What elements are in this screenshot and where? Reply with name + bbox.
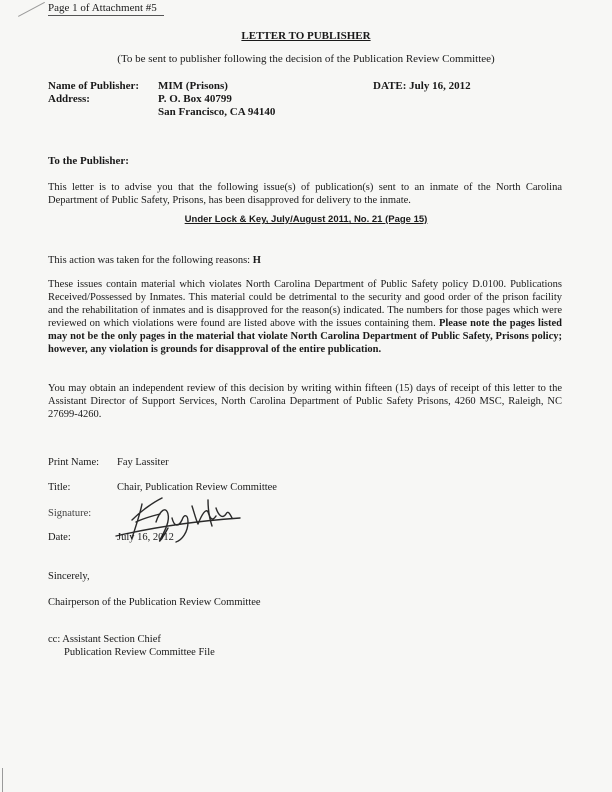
- letter-date: DATE: July 16, 2012: [373, 80, 471, 92]
- address-line-2: San Francisco, CA 94140: [158, 106, 276, 118]
- cc-line-2: Publication Review Committee File: [64, 647, 215, 658]
- signature-label: Signature:: [48, 508, 92, 519]
- publisher-name: MIM (Prisons): [158, 80, 228, 92]
- date-value: July 16, 2012: [117, 532, 174, 543]
- reason-code: H: [252, 255, 261, 266]
- cc-line-1: cc: Assistant Section Chief: [48, 634, 161, 645]
- letter-subtitle: (To be sent to publisher following the decision of the Publication Review Committee): [117, 53, 495, 65]
- issue-link-text: Under Lock & Key, July/August 2011, No. 21 (Page 15): [184, 214, 428, 225]
- attachment-header: Page 1 of Attachment #5: [48, 2, 164, 16]
- reasons-text: This action was taken for the following reasons:: [48, 255, 253, 266]
- policy-text: These issues contain material which violates North Carolina Department of Public Safety policy D.0100. Publications Received/Possessed by Inmates. This material could be detrimental to the security and good order of the prison facility and the rehabilitation of inmates and is disapproved for the reason(s) indicated. The numbers for those pages which were reviewed on which violations were found are listed above with the issues containing them.: [48, 279, 562, 329]
- intro-paragraph: This letter is to advise you that the following issue(s) of publication(s) sent to an inmate of the North Carolina Department of Public Safety, Prisons, has been disapproved for delivery to the inmate.: [48, 182, 562, 206]
- policy-bold-notice: Please note the pages listed may not be the only pages in the material that violate North Carolina Department of Public Safety, Prisons policy; however, any violation is grounds for disapproval of the entire publication.: [48, 318, 562, 355]
- address-line-1: P. O. Box 40799: [158, 93, 232, 105]
- letter-title: LETTER TO PUBLISHER: [241, 30, 371, 42]
- scan-artifact-left-edge: [2, 768, 3, 792]
- print-name-label: Print Name:: [48, 457, 100, 468]
- title-value: Chair, Publication Review Committee: [117, 482, 277, 493]
- publisher-label: Name of Publisher:: [48, 80, 140, 92]
- disapproved-issue: [0, 214, 612, 226]
- policy-paragraph: [48, 278, 562, 356]
- reasons-line: [48, 254, 261, 267]
- closing-sincerely: Sincerely,: [48, 571, 90, 582]
- salutation: To the Publisher:: [48, 155, 129, 167]
- print-name-value: Fay Lassiter: [117, 457, 169, 468]
- review-paragraph: You may obtain an independent review of this decision by writing within fifteen (15) days of receipt of this letter to the Assistant Director of Support Services, North Carolina Department of Public Safety Prisons, 4260 MSC, Raleigh, NC 27699-4260.: [48, 383, 562, 420]
- date-label: Date:: [48, 532, 71, 543]
- scan-artifact-top-stroke: [18, 2, 45, 17]
- address-label: Address:: [48, 93, 90, 105]
- closing-signatory: Chairperson of the Publication Review Committee: [48, 597, 261, 608]
- title-label: Title:: [48, 482, 71, 493]
